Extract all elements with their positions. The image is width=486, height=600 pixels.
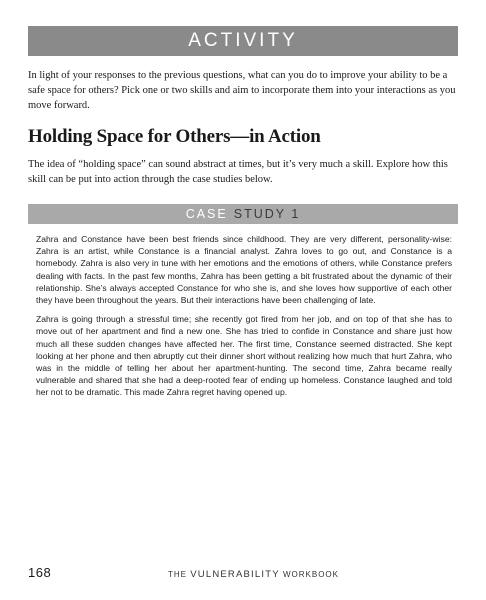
case-study-banner — [28, 204, 458, 224]
footer-book-title: VULNERABILITY — [190, 569, 280, 580]
activity-title: ACTIVITY — [188, 30, 298, 51]
activity-intro-text: In light of your responses to the previous questions, what can you do to improve your ability to be a safe space for others? Pick one or two skills and aim to incorporate them into your interactions as you move forward. — [28, 70, 456, 111]
case-study-label-case: CASE — [185, 207, 228, 221]
section-heading: Holding Space for Others—in Action — [28, 126, 321, 147]
footer-suffix: WORKBOOK — [282, 570, 339, 579]
case-study-paragraph: Zahra is going through a stressful time; she recently got fired from her job, and on top of that she has to move out of her apartment and find a new one. She has tried to confide in Constance and share just how much all these sudden changes have affected her. The first time, Constance seemed distracted. She kept looking at her phone and then abruptly cut their dinner short without realizing how much that hurt Zahra, who was in the middle of telling her about her apartment-hunting. The second time, Zahra became really vulnerable and shared that she had a deep-rooted fear of ending up homeless. Constance laughed and told her not to be dramatic. This made Zahra regret having opened up. — [36, 314, 452, 398]
running-footer — [168, 569, 339, 580]
case-study-paragraph: Zahra and Constance have been best friends since childhood. They are very different, personality-wise: Zahra is an artist, while Constance is a financial analyst. Zahra loves to go out, and Constance is a homebody. Zahra is also very in tune with her emotions and the emotions of others, while Constance prefers dealing with facts. In the past few months, Zahra has been getting a bit frustrated about the dynamic of their relationship. She’s always accepted Constance for who she is, and she loves how supportive of each other they have been throughout the years. But their interactions have been challenging of late. — [36, 234, 452, 306]
footer-prefix: THE — [168, 570, 187, 579]
page-number: 168 — [28, 565, 52, 580]
activity-banner — [28, 26, 458, 56]
section-intro-text: The idea of “holding space” can sound abstract at times, but it’s very much a skill. Explore how this skill can be put into action through the case studies below. — [28, 159, 448, 185]
case-study-body — [36, 233, 452, 406]
case-study-label-study: STUDY 1 — [233, 207, 301, 221]
